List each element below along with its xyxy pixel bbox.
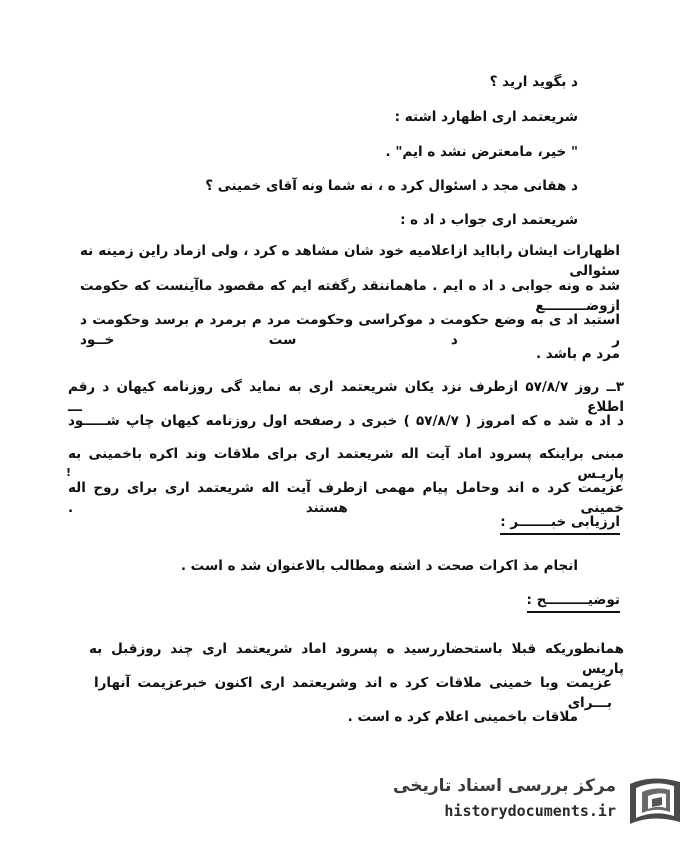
doc-line-2: شریعتمد اری اظهارد اشته : <box>394 109 578 125</box>
doc-line-1: د بگوید ارید ؟ <box>489 74 578 90</box>
watermark-title: مرکز بررسی اسناد تاریخی <box>393 776 616 796</box>
item3-line-1: ۳ــ روز ۵۷/۸/۷ ازطرف نزد یکان شریعتمد اری به نماید گی روزنامه کیهان د رقم اطلاع ـــ <box>68 379 624 415</box>
note-line-3: ملاقات باخمینی اعلام کرد ه است . <box>347 709 578 725</box>
item3-line-2: د اد ه شد ه که امروز ( ۵۷/۸/۷ ) خبری د رصفحه اول روزنامه کیهان چاپ شـــــود <box>68 413 624 429</box>
item3-line-4: عزیمت کرد ه اند وحامل پیام مهمی ازطرف آیت اله شریعتمد اری برای روح اله خمینی هستند . <box>68 480 624 516</box>
doc-line-9: مرد م باشد . <box>535 346 620 362</box>
watermark-url: historydocuments.ir <box>444 802 616 820</box>
item3-line-3: مبنی براینکه پسرود اماد آیت اله شریعتمد اری برای ملاقات وند اکره باخمینی به پاریـس <box>68 446 624 482</box>
note-line-2: عزیمت وبا خمینی ملاقات کرد ه اند وشریعتمد اری اکنون خبرعزیمت آنهارا بـــرای <box>94 675 612 711</box>
doc-line-4: د هقانی مجد د اسئوال کرد ه ، نه شما ونه آقای خمینی ؟ <box>205 178 578 194</box>
assessment-heading: ارزیابی خبـــــــر : <box>500 512 620 535</box>
book-pages-logo-icon <box>622 772 688 830</box>
doc-line-5: شریعتمد اری جواب د اد ه : <box>400 212 578 228</box>
doc-line-6: اظهارات ایشان رابااید ازاعلامیه خود شان مشاهد ه کرد ، ولی ازماد راین زمینه نه سئوالی <box>80 243 620 279</box>
note-heading: توضیـــــــــح : <box>527 590 620 613</box>
doc-line-7: شد ه ونه جوابی د اد ه ایم . ماهماننقد رگفته ایم که مقصود ماآینست که حکومت ازوضـــــــــع <box>80 278 620 314</box>
margin-mark: ! <box>66 466 72 479</box>
doc-line-3: " خیر، مامعترض نشد ه ایم" . <box>385 144 578 160</box>
assessment-text: انجام مذ اکرات صحت د اشته ومطالب بالاعنوان شد ه است . <box>180 558 578 574</box>
doc-line-8: استبد اد ی به وضع حکومت د موکراسی وحکومت مرد م برمرد م برسد وحکومت د ر د ست خــود <box>80 312 620 348</box>
note-line-1: همانطوریکه قبلا باستحضاررسید ه پسرود اماد شریعتمد اری چند روزقبل به پاریس <box>89 641 624 677</box>
watermark <box>393 772 692 832</box>
